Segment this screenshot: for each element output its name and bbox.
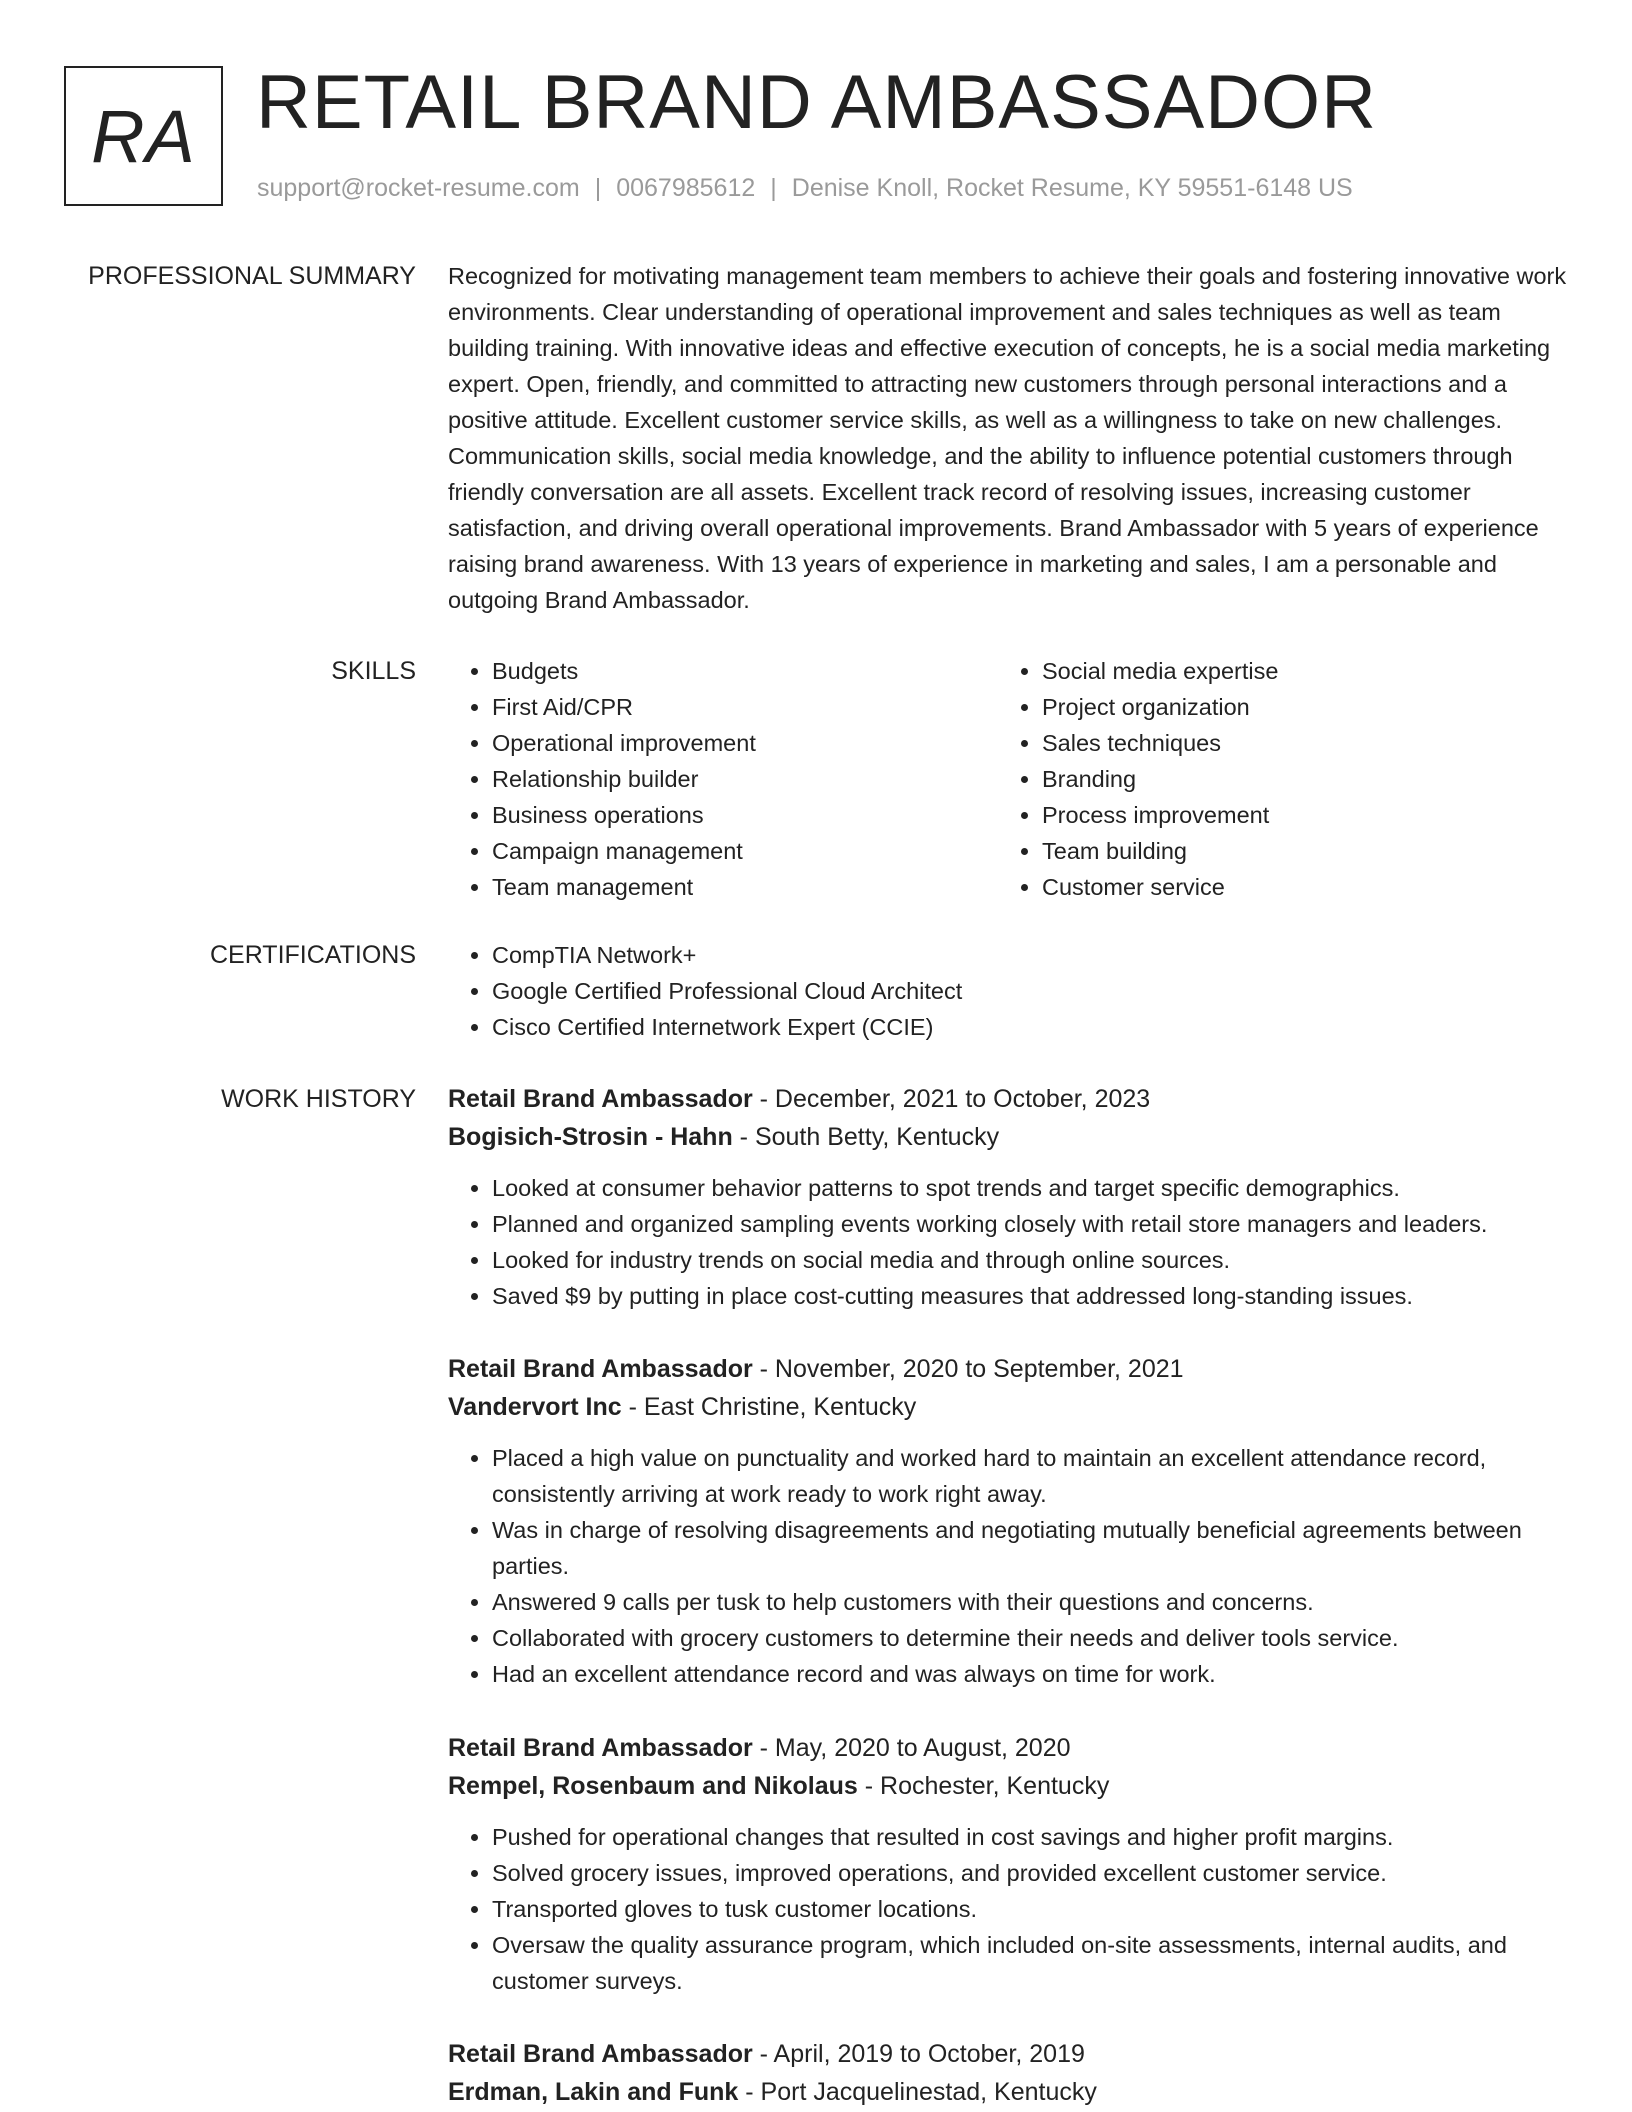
summary-text: Recognized for motivating management team members to achieve their goals and fostering innovative work environments. Clear understanding of operational improvement and sales techniques as well as team building training. With innovative ideas and effective execution of concepts, he is a social media marketing expert. Open, friendly, and committed to attracting new customers through personal interactions and a positive attitude. Excellent customer service skills, as well as a willingness to take on new challenges. Communication skills, social media knowledge, and the ability to influence potential customers through friendly conversation are all assets. Excellent track record of resolving issues, increasing customer satisfaction, and driving overall operational improvements. Brand Ambassador with 5 years of experience raising brand awareness. With 13 years of experience in marketing and sales, I am a personable and outgoing Brand Ambassador. xyxy=(448,263,1567,613)
skill-item: • Budgets xyxy=(492,653,998,689)
job-location: - Port Jacquelinestad, Kentucky xyxy=(738,2078,1097,2106)
job-company: Vandervort Inc xyxy=(448,1393,622,1421)
contact-phone[interactable]: 0067985612 xyxy=(616,174,756,202)
skill-item: • Relationship builder xyxy=(492,761,998,797)
job-bullet: • Placed a high value on punctuality and worked hard to maintain an excellent attendance record, consistently arriving at work ready to work right away. xyxy=(492,1440,1570,1512)
job-bullet: • Oversaw the quality assurance program, which included on-site assessments, internal audits, and customer surveys. xyxy=(492,1927,1570,1999)
skill-item: • Branding xyxy=(1042,761,1548,797)
job-entry xyxy=(448,1080,1570,1314)
certification-item: • Google Certified Professional Cloud Architect xyxy=(492,973,1570,1009)
job-bullet: • Looked for industry trends on social media and through online sources. xyxy=(492,1242,1570,1278)
skills-column-left xyxy=(448,653,998,905)
job-bullet: • Was in charge of resolving disagreements and negotiating mutually beneficial agreements between parties. xyxy=(492,1512,1570,1584)
job-entry xyxy=(448,1350,1570,1692)
job-dates: - December, 2021 to October, 2023 xyxy=(752,1085,1151,1113)
contact-line xyxy=(257,174,1353,203)
skill-item: • Team building xyxy=(1042,833,1548,869)
skill-item: • Social media expertise xyxy=(1042,653,1548,689)
job-dates: - April, 2019 to October, 2019 xyxy=(752,2040,1085,2068)
certifications-list xyxy=(448,937,1570,1045)
job-entry xyxy=(448,2035,1570,2111)
certifications-section xyxy=(448,937,1570,1045)
candidate-title: RETAIL BRAND AMBASSADOR xyxy=(256,60,1378,145)
job-title-line xyxy=(448,1080,1570,1118)
monogram-logo: RA xyxy=(64,66,223,206)
job-bullet: • Transported gloves to tusk customer locations. xyxy=(492,1891,1570,1927)
job-company: Rempel, Rosenbaum and Nikolaus xyxy=(448,1772,858,1800)
job-bullets xyxy=(448,1819,1570,1999)
contact-address: Denise Knoll, Rocket Resume, KY 59551-6148 US xyxy=(791,174,1353,202)
job-bullet: • Solved grocery issues, improved operations, and provided excellent customer service. xyxy=(492,1855,1570,1891)
skill-item: • Sales techniques xyxy=(1042,725,1548,761)
skill-item: • Campaign management xyxy=(492,833,998,869)
job-dates: - May, 2020 to August, 2020 xyxy=(752,1734,1071,1762)
skill-item: • Process improvement xyxy=(1042,797,1548,833)
summary-heading: PROFESSIONAL SUMMARY xyxy=(88,262,416,290)
job-bullet: • Pushed for operational changes that resulted in cost savings and higher profit margins. xyxy=(492,1819,1570,1855)
job-bullets xyxy=(448,1440,1570,1692)
job-title-line xyxy=(448,2035,1570,2073)
job-company-line xyxy=(448,1767,1570,1805)
job-role: Retail Brand Ambassador xyxy=(448,2040,753,2068)
contact-separator: | xyxy=(594,174,602,202)
job-company-line xyxy=(448,2073,1570,2111)
job-title-line xyxy=(448,1729,1570,1767)
job-company: Bogisich-Strosin - Hahn xyxy=(448,1123,733,1151)
skills-heading: SKILLS xyxy=(331,657,416,685)
skill-item: • Team management xyxy=(492,869,998,905)
skills-list-left xyxy=(448,653,998,905)
skill-item: • Customer service xyxy=(1042,869,1548,905)
job-role: Retail Brand Ambassador xyxy=(448,1355,753,1383)
job-company-line xyxy=(448,1118,1570,1156)
certification-item: • Cisco Certified Internetwork Expert (CCIE) xyxy=(492,1009,1570,1045)
job-bullet: • Had an excellent attendance record and was always on time for work. xyxy=(492,1656,1570,1692)
job-company: Erdman, Lakin and Funk xyxy=(448,2078,739,2106)
skill-item: • Business operations xyxy=(492,797,998,833)
skill-item: • Project organization xyxy=(1042,689,1548,725)
job-role: Retail Brand Ambassador xyxy=(448,1734,753,1762)
job-bullets xyxy=(448,1170,1570,1314)
certifications-heading: CERTIFICATIONS xyxy=(209,941,416,969)
summary-section xyxy=(448,258,1570,618)
certification-item: • CompTIA Network+ xyxy=(492,937,1570,973)
job-role: Retail Brand Ambassador xyxy=(448,1085,753,1113)
job-entry xyxy=(448,1729,1570,1999)
job-dates: - November, 2020 to September, 2021 xyxy=(752,1355,1184,1383)
job-title-line xyxy=(448,1350,1570,1388)
job-location: - South Betty, Kentucky xyxy=(732,1123,1000,1151)
job-bullet: • Looked at consumer behavior patterns to spot trends and target specific demographics. xyxy=(492,1170,1570,1206)
job-bullet: • Saved $9 by putting in place cost-cutting measures that addressed long-standing issues. xyxy=(492,1278,1570,1314)
skills-section xyxy=(448,653,1570,905)
skill-item: • Operational improvement xyxy=(492,725,998,761)
job-location: - Rochester, Kentucky xyxy=(857,1772,1110,1800)
job-company-line xyxy=(448,1388,1570,1426)
job-bullet: • Planned and organized sampling events working closely with retail store managers and leaders. xyxy=(492,1206,1570,1242)
contact-separator: | xyxy=(770,174,777,202)
skills-list-right xyxy=(998,653,1548,905)
contact-email[interactable]: support@rocket-resume.com xyxy=(257,174,580,202)
skill-item: • First Aid/CPR xyxy=(492,689,998,725)
job-location: - East Christine, Kentucky xyxy=(621,1393,917,1421)
job-bullet: • Answered 9 calls per tusk to help customers with their questions and concerns. xyxy=(492,1584,1570,1620)
job-bullet: • Collaborated with grocery customers to determine their needs and deliver tools service. xyxy=(492,1620,1570,1656)
skills-column-right xyxy=(998,653,1548,905)
work-history-heading: WORK HISTORY xyxy=(221,1085,416,1113)
